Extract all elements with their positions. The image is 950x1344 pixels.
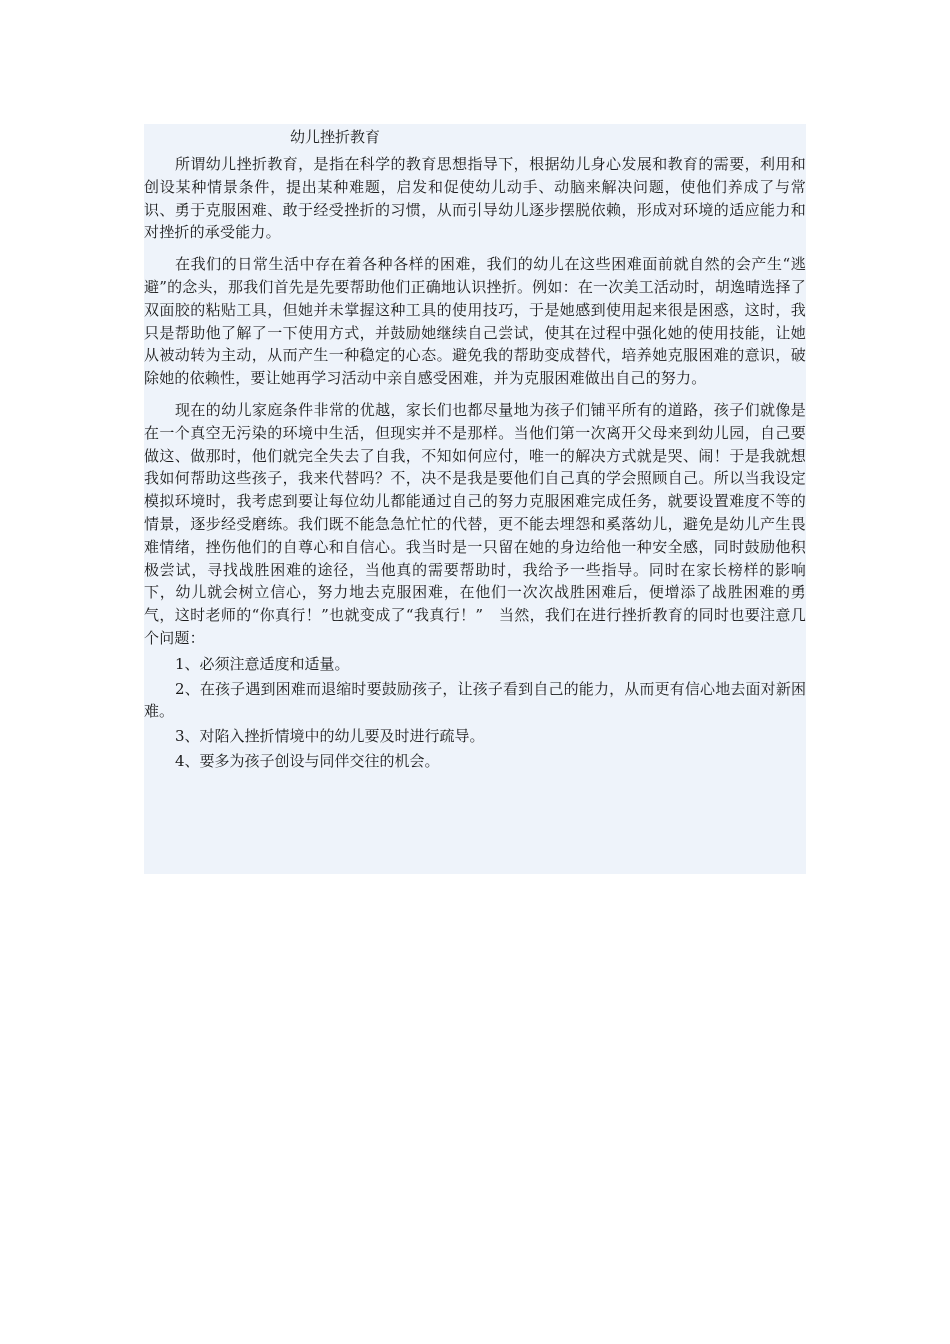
list-item: 3、对陷入挫折情境中的幼儿要及时进行疏导。 [175, 727, 485, 746]
document-title: 幼儿挫折教育 [290, 128, 381, 146]
paragraph-family-conditions: 现在的幼儿家庭条件非常的优越，家长们也都尽量地为孩子们铺平所有的道路，孩子们就像是在一个真空无污染的环境中生活，但现实并不是那样。当他们第一次离开父母来到幼儿园，自己要做这、做那时，他们就完全失去了自我，不知如何应付，唯一的解决方式就是哭、闹！于是我就想我如何帮助这些孩子，我来代替吗？不，决不是我是要他们自己真的学会照顾自己。所以当我设定模拟环境时，我考虑到要让每位幼儿都能通过自己的努力克服困难完成任务，就要设置难度不等的情景，逐步经受磨练。我们既不能急急忙忙的代替，更不能去埋怨和奚落幼儿，避免是幼儿产生畏难情绪，挫伤他们的自尊心和自信心。我当时是一只留在她的身边给他一种安全感，同时鼓励他积极尝试，寻找战胜困难的途径，当他真的需要帮助时，我给予一些指导。同时在家长榜样的影响下，幼儿就会树立信心，努力地去克服困难，在他们一次次战胜困难后，便增添了战胜困难的勇气，这时老师的“你真行！”也就变成了“我真行！” 当然，我们在进行挫折教育的同时也要注意几个问题： [144, 400, 806, 647]
paragraph-daily-life: 在我们的日常生活中存在着各种各样的困难，我们的幼儿在这些困难面前就自然的会产生“逃避”的念头，那我们首先是先要帮助他们正确地认识挫折。例如：在一次美工活动时，胡逸晴选择了双面胶的粘贴工具，但她并未掌握这种工具的使用技巧，于是她感到使用起来很是困惑，这时，我只是帮助他了解了一下使用方式，并鼓励她继续自己尝试，使其在过程中强化她的使用技能，让她从被动转为主动，从而产生一种稳定的心态。避免我的帮助变成替代，培养她克服困难的意识，破除她的依赖性，要让她再学习活动中亲自感受困难，并为克服困难做出自己的努力。 [144, 255, 806, 388]
list-item: 2、在孩子遇到困难而退缩时要鼓励孩子，让孩子看到自己的能力，从而更有信心地去面对新困难。 [144, 679, 806, 721]
document-content [144, 124, 806, 874]
list-item: 1、必须注意适度和适量。 [175, 654, 350, 673]
list-item: 4、要多为孩子创设与同伴交往的机会。 [175, 751, 440, 770]
paragraph-definition: 所谓幼儿挫折教育，是指在科学的教育思想指导下，根据幼儿身心发展和教育的需要，利用和创设某种情景条件，提出某种难题，启发和促使幼儿动手、动脑来解决问题，使他们养成了与常识、勇于克服困难、敢于经受挫折的习惯，从而引导幼儿逐步摆脱依赖，形成对环境的适应能力和对挫折的承受能力。 [144, 155, 806, 242]
